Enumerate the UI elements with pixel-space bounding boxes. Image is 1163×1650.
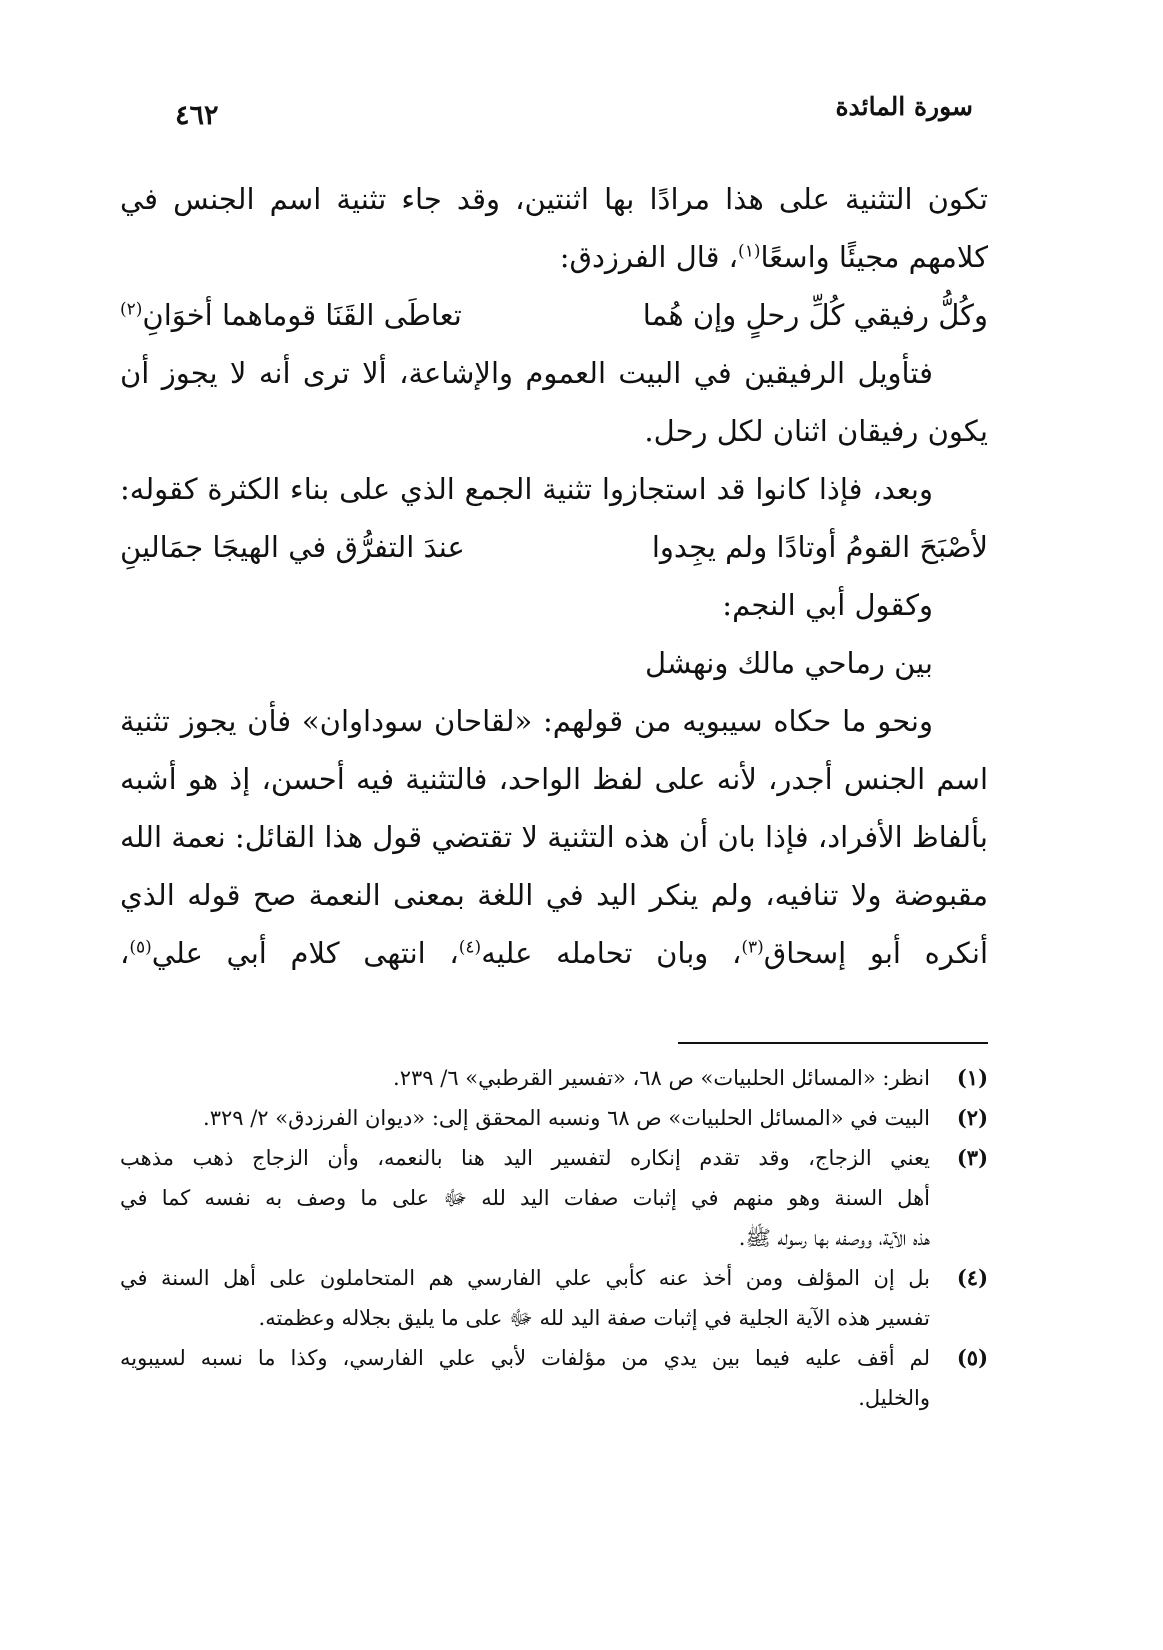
verse-first-hemistich: وكُلُّ رفيقي كُلِّ رحلٍ وإن هُما <box>642 298 988 332</box>
footnote-number: (٤) <box>956 1265 988 1290</box>
footnote-line: البيت في «المسائل الحلبيات» ص ٦٨ ونسبه المحقق إلى: «ديوان الفرزدق» ٢/ ٣٢٩. <box>203 1106 930 1130</box>
text-span: كلامهم مجيئًا واسعًا <box>760 240 988 274</box>
text-span: ، انتهى كلام أبي علي <box>151 936 459 970</box>
footnote-line: أهل السنة وهو منهم في إثبات صفات اليد لله ﷻ على ما وصف به نفسه كما في <box>120 1186 930 1210</box>
text-line: اسم الجنس أجدر، لأنه على لفظ الواحد، فالتثنية فيه أحسن، إذ هو أشبه <box>120 762 988 796</box>
footnote <box>120 1338 988 1418</box>
footnote-ref[interactable]: (٣) <box>741 937 764 958</box>
footnote-ref[interactable]: (٤) <box>458 937 482 958</box>
poetry-verse <box>120 518 988 576</box>
footnote-line: تفسير هذه الآية الجلية في إثبات صفة اليد لله ﷻ على ما يليق بجلاله وعظمته. <box>258 1306 930 1330</box>
footnote-line: والخليل. <box>858 1386 930 1410</box>
text-span: ، <box>120 936 130 970</box>
text-span: أنكره أبو إسحاق <box>763 936 988 970</box>
text-line <box>120 228 988 286</box>
footnote-body <box>120 1098 930 1138</box>
footnote <box>120 1098 988 1138</box>
footnotes <box>120 1058 988 1418</box>
page-header <box>175 92 973 142</box>
surah-title: سورة المائدة <box>835 92 973 121</box>
verse-second-hemistich <box>120 286 462 344</box>
footnote-body <box>120 1058 930 1098</box>
footnote <box>120 1138 988 1258</box>
text-line: مقبوضة ولا تنافيه، ولم ينكر اليد في اللغة بمعنى النعمة صح قوله الذي <box>120 878 988 912</box>
footnote-line: هذه الآية، ووصفه بها رسوله ﷺ. <box>738 1226 930 1250</box>
text-line: فتأويل الرفيقين في البيت العموم والإشاعة، ألا ترى أنه لا يجوز أن <box>120 356 933 390</box>
footnote-body <box>120 1258 930 1338</box>
footnote-ref[interactable]: (٢) <box>120 299 143 320</box>
footnote-line: يعني الزجاج، وقد تقدم إنكاره لتفسير اليد هنا بالنعمه، وأن الزجاج ذهب مذهب <box>120 1146 930 1170</box>
poetry-verse <box>120 286 988 344</box>
footnote-body <box>120 1338 930 1418</box>
footnote-number: (٣) <box>956 1145 988 1170</box>
main-text <box>120 170 988 982</box>
verse-first-hemistich: لأصْبَحَ القومُ أوتادًا ولم يجِدوا <box>651 530 988 564</box>
verse-second-hemistich: عندَ التفرُّق في الهيجَا جمَالينِ <box>120 530 465 564</box>
footnote-line: بل إن المؤلف ومن أخذ عنه كأبي علي الفارسي هم المتحاملون على أهل السنة في <box>120 1266 930 1290</box>
text-line: يكون رفيقان اثنان لكل رحل. <box>644 414 988 448</box>
footnote-number: (٥) <box>956 1345 988 1370</box>
text-line <box>120 924 988 982</box>
text-line: وكقول أبي النجم: <box>722 588 933 622</box>
footnote-body <box>120 1138 930 1258</box>
text-span: ، وبان تحامله عليه <box>481 936 742 970</box>
footnote-line: لم أقف عليه فيما بين يدي من مؤلفات لأبي علي الفارسي، وكذا ما نسبه لسيبويه <box>120 1346 930 1370</box>
text-line: بألفاظ الأفراد، فإذا بان أن هذه التثنية لا تقتضي قول هذا القائل: نعمة الله <box>120 820 988 854</box>
footnote-number: (٢) <box>956 1105 988 1130</box>
footnote-line: انظر: «المسائل الحلبيات» ص ٦٨، «تفسير القرطبي» ٦/ ٢٣٩. <box>393 1066 930 1090</box>
footnote-number: (١) <box>956 1065 988 1090</box>
text-line: تكون التثنية على هذا مرادًا بها اثنتين، وقد جاء تثنية اسم الجنس في <box>120 182 988 216</box>
footnote <box>120 1258 988 1338</box>
text-line: وبعد، فإذا كانوا قد استجازوا تثنية الجمع الذي على بناء الكثرة كقوله: <box>120 472 933 506</box>
poetry-line: بين رماحي مالك ونهشل <box>645 646 933 680</box>
text-line: ونحو ما حكاه سيبويه من قولهم: «لقاحان سوداوان» فأن يجوز تثنية <box>120 704 933 738</box>
page-number: ٤٦٢ <box>175 100 219 131</box>
text-span: ، قال الفرزدق: <box>559 240 739 274</box>
footnote-ref[interactable]: (٥) <box>129 937 152 958</box>
footnote <box>120 1058 988 1098</box>
text-span: تعاطَى القَنَا قوماهما أخوَانِ <box>142 298 462 332</box>
footnote-ref[interactable]: (١) <box>738 241 761 262</box>
footnote-divider <box>678 1042 988 1044</box>
